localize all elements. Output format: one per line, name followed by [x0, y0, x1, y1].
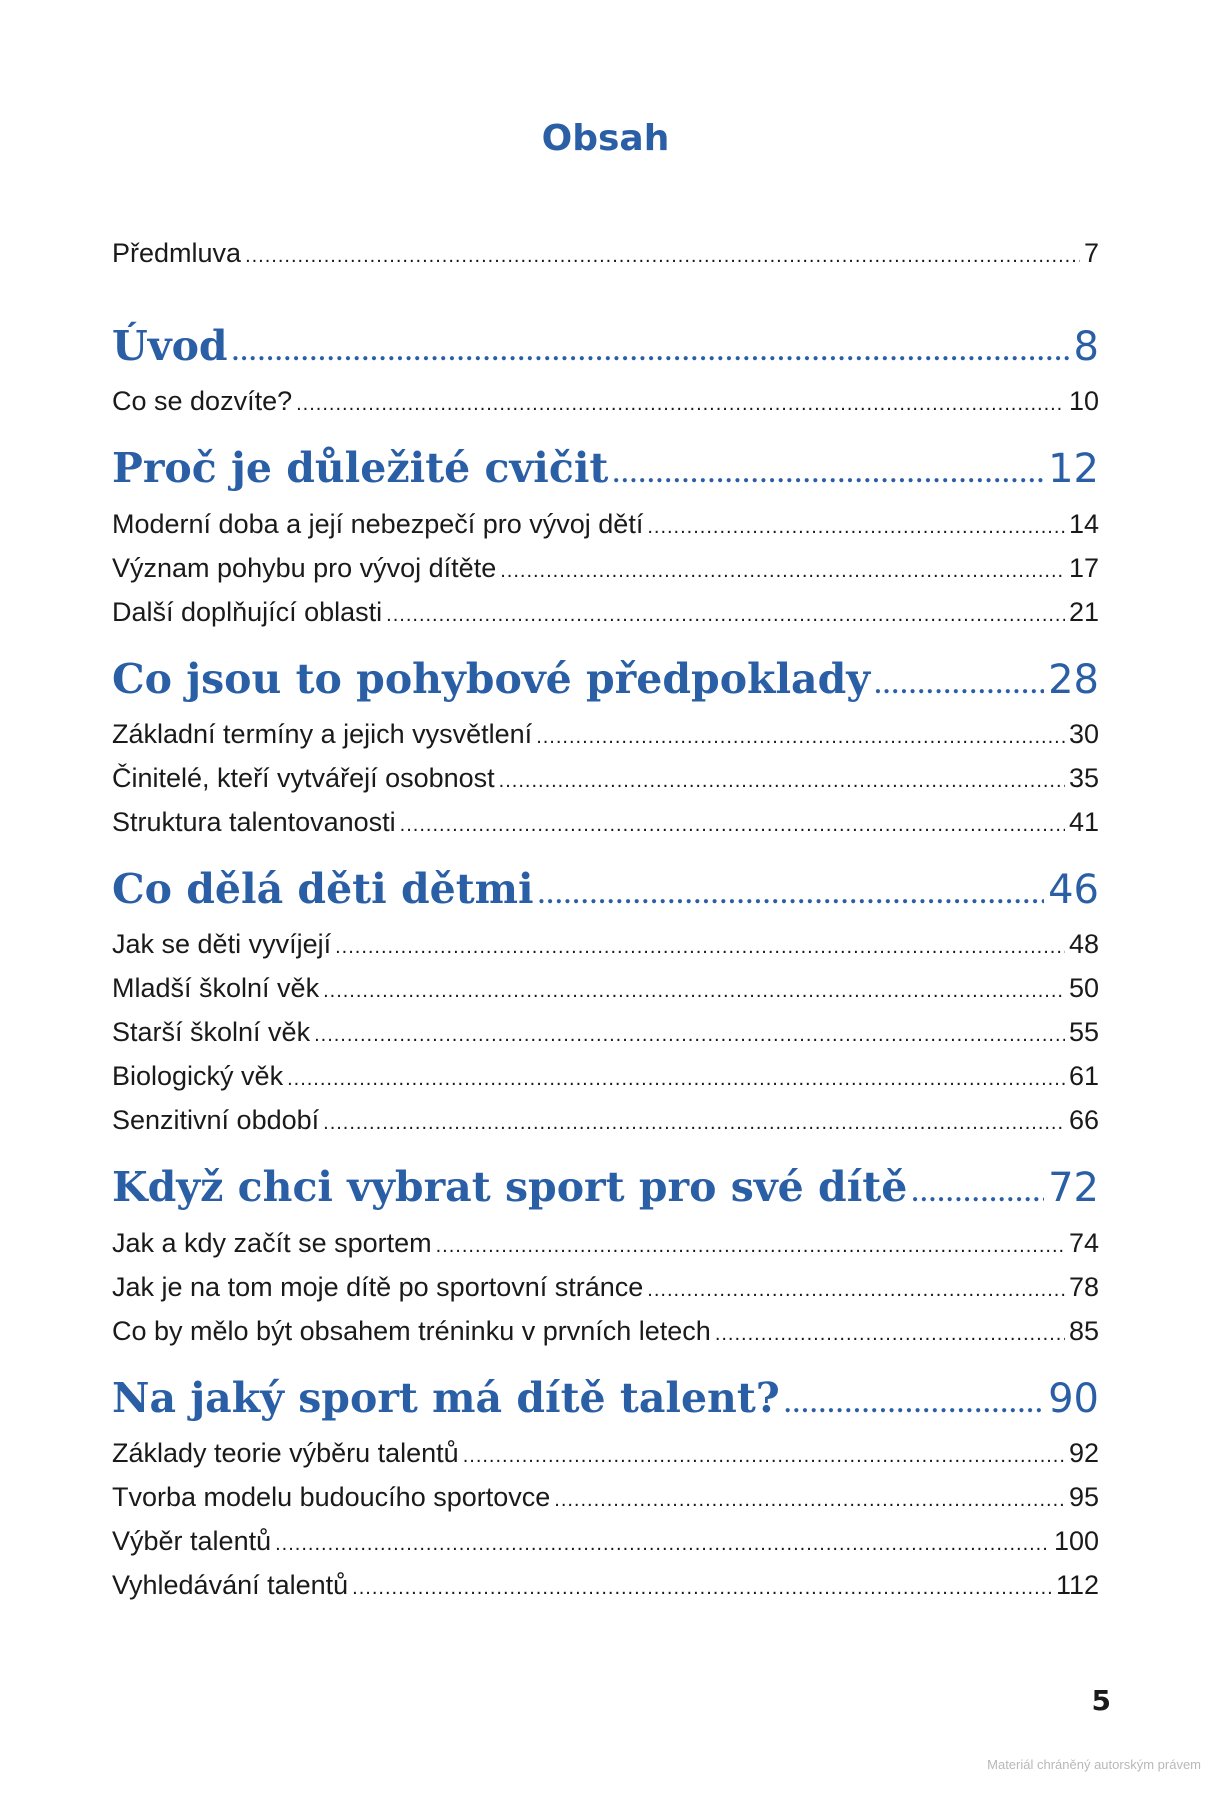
copyright-watermark: Materiál chráněný autorským právem — [987, 1757, 1201, 1772]
toc-chapter-label: Úvod — [112, 322, 228, 370]
toc-entry-page: 55 — [1068, 1017, 1099, 1047]
toc-chapter-label: Na jaký sport má dítě talent? — [112, 1374, 780, 1422]
toc-entry-page: 85 — [1068, 1316, 1099, 1346]
dot-leader — [538, 883, 1044, 909]
toc-chapter-pohybove-predpoklady[interactable] — [112, 655, 1099, 707]
toc-entry-page: 92 — [1068, 1438, 1099, 1468]
toc-entry-label: Struktura talentovanosti — [112, 807, 396, 837]
toc-entry-label: Biologický věk — [112, 1061, 284, 1091]
toc-chapter-vybrat-sport[interactable] — [112, 1163, 1099, 1215]
toc-title: Obsah — [541, 118, 670, 159]
toc-chapter-page: 90 — [1048, 1376, 1099, 1422]
dot-leader — [612, 462, 1044, 488]
toc-entry-struktura-talentovanosti[interactable] — [112, 807, 1099, 843]
toc-chapter-co-dela-deti-detmi[interactable] — [112, 865, 1099, 917]
dot-leader — [784, 1392, 1044, 1418]
toc-entry-page: 66 — [1068, 1105, 1099, 1135]
toc-entry-label: Jak a kdy začít se sportem — [112, 1228, 432, 1258]
dot-leader — [715, 1323, 1065, 1346]
toc-entry-label: Jak je na tom moje dítě po sportovní stránce — [112, 1272, 644, 1302]
dot-leader — [463, 1445, 1065, 1468]
toc-entry-predmluva[interactable] — [112, 238, 1099, 274]
toc-entry-jak-a-kdy-zacit[interactable] — [112, 1228, 1099, 1264]
toc-entry-page: 78 — [1068, 1272, 1099, 1302]
dot-leader — [335, 936, 1065, 959]
dot-leader — [500, 560, 1065, 583]
toc-entry-label: Tvorba modelu budoucího sportovce — [112, 1482, 551, 1512]
toc-entry-page: 30 — [1068, 719, 1099, 749]
toc-chapter-proc-je-dulezite-cvicit[interactable] — [112, 444, 1099, 496]
toc-entry-page: 74 — [1068, 1228, 1099, 1258]
toc-entry-dalsi-doplnujici-oblasti[interactable] — [112, 597, 1099, 633]
dot-leader — [323, 980, 1065, 1003]
toc-entry-page: 61 — [1068, 1061, 1099, 1091]
dot-leader — [296, 393, 1065, 416]
dot-leader — [554, 1489, 1065, 1512]
dot-leader — [386, 604, 1065, 627]
dot-leader — [911, 1181, 1044, 1207]
toc-entry-jak-je-na-tom-dite[interactable] — [112, 1272, 1099, 1308]
toc-entry-label: Senzitivní období — [112, 1105, 320, 1135]
toc-entry-biologicky-vek[interactable] — [112, 1061, 1099, 1097]
toc-chapter-label: Co dělá děti dětmi — [112, 865, 534, 913]
toc-entry-page: 35 — [1068, 763, 1099, 793]
toc-chapter-label: Proč je důležité cvičit — [112, 444, 609, 492]
toc-chapter-label: Co jsou to pohybové předpoklady — [112, 655, 871, 703]
toc-entry-co-se-dozvite[interactable] — [112, 386, 1099, 422]
toc-entry-page: 10 — [1068, 386, 1099, 416]
toc-entry-page: 100 — [1053, 1526, 1099, 1556]
toc-chapter-page: 8 — [1073, 324, 1099, 370]
toc-chapter-page: 12 — [1048, 446, 1099, 492]
toc-chapter-na-jaky-sport[interactable] — [112, 1374, 1099, 1426]
toc-entry-label: Co se dozvíte? — [112, 386, 293, 416]
dot-leader — [287, 1068, 1065, 1091]
dot-leader — [400, 814, 1065, 837]
toc-entry-moderni-doba[interactable] — [112, 509, 1099, 545]
toc-entry-page: 21 — [1068, 597, 1099, 627]
dot-leader — [647, 1279, 1065, 1302]
toc-entry-label: Mladší školní věk — [112, 973, 320, 1003]
dot-leader — [874, 673, 1044, 699]
toc-entry-label: Starší školní věk — [112, 1017, 311, 1047]
dot-leader — [232, 340, 1070, 366]
toc-entry-vyznam-pohybu[interactable] — [112, 553, 1099, 589]
dot-leader — [245, 245, 1080, 268]
toc-entry-jak-se-deti-vyvijeji[interactable] — [112, 929, 1099, 965]
toc-entry-zakladni-terminy[interactable] — [112, 719, 1099, 755]
toc-chapter-label: Když chci vybrat sport pro své dítě — [112, 1163, 908, 1211]
toc-entry-label: Vyhledávání talentů — [112, 1570, 349, 1600]
toc-entry-page: 50 — [1068, 973, 1099, 1003]
toc-entry-label: Význam pohybu pro vývoj dítěte — [112, 553, 497, 583]
toc-entry-label: Základy teorie výběru talentů — [112, 1438, 459, 1468]
toc-entry-page: 48 — [1068, 929, 1099, 959]
dot-leader — [314, 1024, 1065, 1047]
dot-leader — [536, 726, 1065, 749]
toc-entry-label: Co by mělo být obsahem tréninku v prvních letech — [112, 1316, 711, 1346]
toc-entry-label: Výběr talentů — [112, 1526, 272, 1556]
toc-entry-senzitivni-obdobi[interactable] — [112, 1105, 1099, 1141]
toc-chapter-uvod[interactable] — [112, 322, 1099, 374]
dot-leader — [352, 1577, 1052, 1600]
toc-entry-vyber-talentu[interactable] — [112, 1526, 1099, 1562]
toc-entry-label: Předmluva — [112, 238, 242, 268]
toc-chapter-page: 28 — [1048, 657, 1099, 703]
toc-entry-tvorba-modelu[interactable] — [112, 1482, 1099, 1518]
toc-entry-page: 95 — [1068, 1482, 1099, 1512]
dot-leader — [647, 516, 1065, 539]
toc-chapter-page: 46 — [1048, 867, 1099, 913]
toc-chapter-page: 72 — [1048, 1165, 1099, 1211]
toc-entry-obsah-treninku[interactable] — [112, 1316, 1099, 1352]
toc-entry-page: 17 — [1068, 553, 1099, 583]
toc-entry-label: Moderní doba a její nebezpečí pro vývoj dětí — [112, 509, 644, 539]
page-number: 5 — [1091, 1684, 1111, 1717]
toc-entry-label: Další doplňující oblasti — [112, 597, 383, 627]
toc-entry-page: 14 — [1068, 509, 1099, 539]
toc-entry-page: 41 — [1068, 807, 1099, 837]
toc-entry-vyhledavani-talentu[interactable] — [112, 1570, 1099, 1606]
dot-leader — [323, 1112, 1065, 1135]
toc-entry-zaklady-teorie[interactable] — [112, 1438, 1099, 1474]
toc-entry-label: Činitelé, kteří vytvářejí osobnost — [112, 763, 495, 793]
toc-entry-label: Jak se děti vyvíjejí — [112, 929, 332, 959]
toc-entry-cinitele[interactable] — [112, 763, 1099, 799]
toc-entry-label: Základní termíny a jejich vysvětlení — [112, 719, 533, 749]
toc-entry-starsi-skolni-vek[interactable] — [112, 1017, 1099, 1053]
dot-leader — [275, 1533, 1050, 1556]
toc-entry-mladsi-skolni-vek[interactable] — [112, 973, 1099, 1009]
dot-leader — [436, 1235, 1065, 1258]
dot-leader — [499, 770, 1065, 793]
toc-entry-page: 7 — [1083, 238, 1099, 268]
toc-entry-page: 112 — [1055, 1570, 1099, 1600]
